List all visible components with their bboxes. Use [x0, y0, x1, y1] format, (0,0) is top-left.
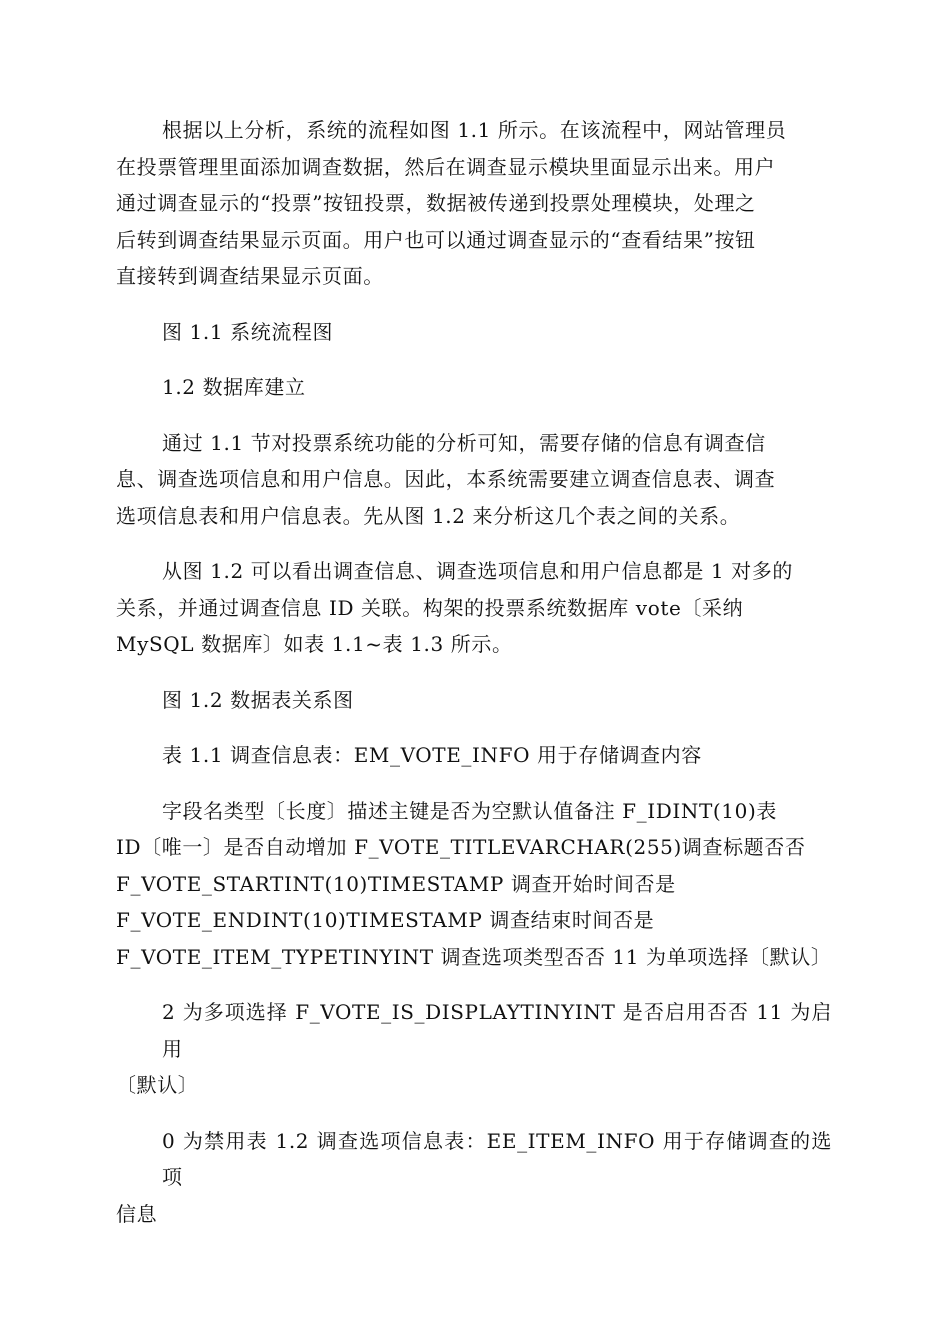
text-line: 0 为禁用表 1.2 调查选项信息表：EE_ITEM_INFO 用于存储调查的选项 [162, 1128, 832, 1189]
text-line: 通过 1.1 节对投票系统功能的分析可知，需要存储的信息有调查信 [162, 430, 766, 455]
paragraph-relationship [116, 553, 832, 663]
text-line: 信息 [116, 1201, 158, 1226]
paragraph-multi-select [116, 994, 832, 1104]
table-caption-1-1: 表 1.1 调查信息表：EM_VOTE_INFO 用于存储调查内容 [162, 743, 702, 767]
text-line: 2 为多项选择 F_VOTE_IS_DISPLAYTINYINT 是否启用否否 11 为启用 [162, 1000, 832, 1061]
text-line: 字段名类型〔长度〕描述主键是否为空默认值备注 F_IDINT(10)表 [162, 798, 777, 823]
text-line: 从图 1.2 可以看出调查信息、调查选项信息和用户信息都是 1 对多的 [162, 559, 793, 583]
text-line: 直接转到调查结果显示页面。 [116, 264, 384, 288]
text-line: 息、调查选项信息和用户信息。因此，本系统需要建立调查信息表、调查 [116, 467, 776, 491]
text-line: 通过调查显示的“投票”按钮投票，数据被传递到投票处理模块，处理之 [116, 191, 756, 215]
document-page [116, 112, 832, 1251]
text-line: 关系，并通过调查信息 ID 关联。构架的投票系统数据库 vote〔采纳 [116, 595, 744, 620]
text-line: MySQL 数据库〕如表 1.1~表 1.3 所示。 [116, 632, 513, 656]
text-line: F_VOTE_ITEM_TYPETINYINT 调查选项类型否否 11 为单项选择〔默认〕 [116, 944, 832, 969]
section-heading-1-2: 1.2 数据库建立 [162, 375, 306, 399]
figure-caption-1-2: 图 1.2 数据表关系图 [162, 687, 354, 712]
text-line: 后转到调查结果显示页面。用户也可以通过调查显示的“查看结果”按钮 [116, 227, 756, 252]
figure-caption-1-1: 图 1.1 系统流程图 [162, 319, 334, 344]
text-line: 在投票管理里面添加调查数据，然后在调查显示模块里面显示出来。用户 [116, 154, 776, 179]
paragraph-table-1-2 [116, 1123, 832, 1233]
text-line: 选项信息表和用户信息表。先从图 1.2 来分析这几个表之间的关系。 [116, 503, 741, 528]
text-line: 根据以上分析，系统的流程如图 1.1 所示。在该流程中，网站管理员 [162, 118, 787, 142]
paragraph-flow-description [116, 112, 832, 295]
text-line: F_VOTE_ENDINT(10)TIMESTAMP 调查结束时间否是 [116, 908, 655, 932]
text-line: ID〔唯一〕是否自动增加 F_VOTE_TITLEVARCHAR(255)调查标题否否 [116, 835, 806, 859]
text-line: F_VOTE_STARTINT(10)TIMESTAMP 调查开始时间否是 [116, 871, 676, 896]
paragraph-table-fields [116, 793, 832, 976]
text-line: 〔默认〕 [116, 1073, 199, 1097]
paragraph-database-intro [116, 425, 832, 535]
